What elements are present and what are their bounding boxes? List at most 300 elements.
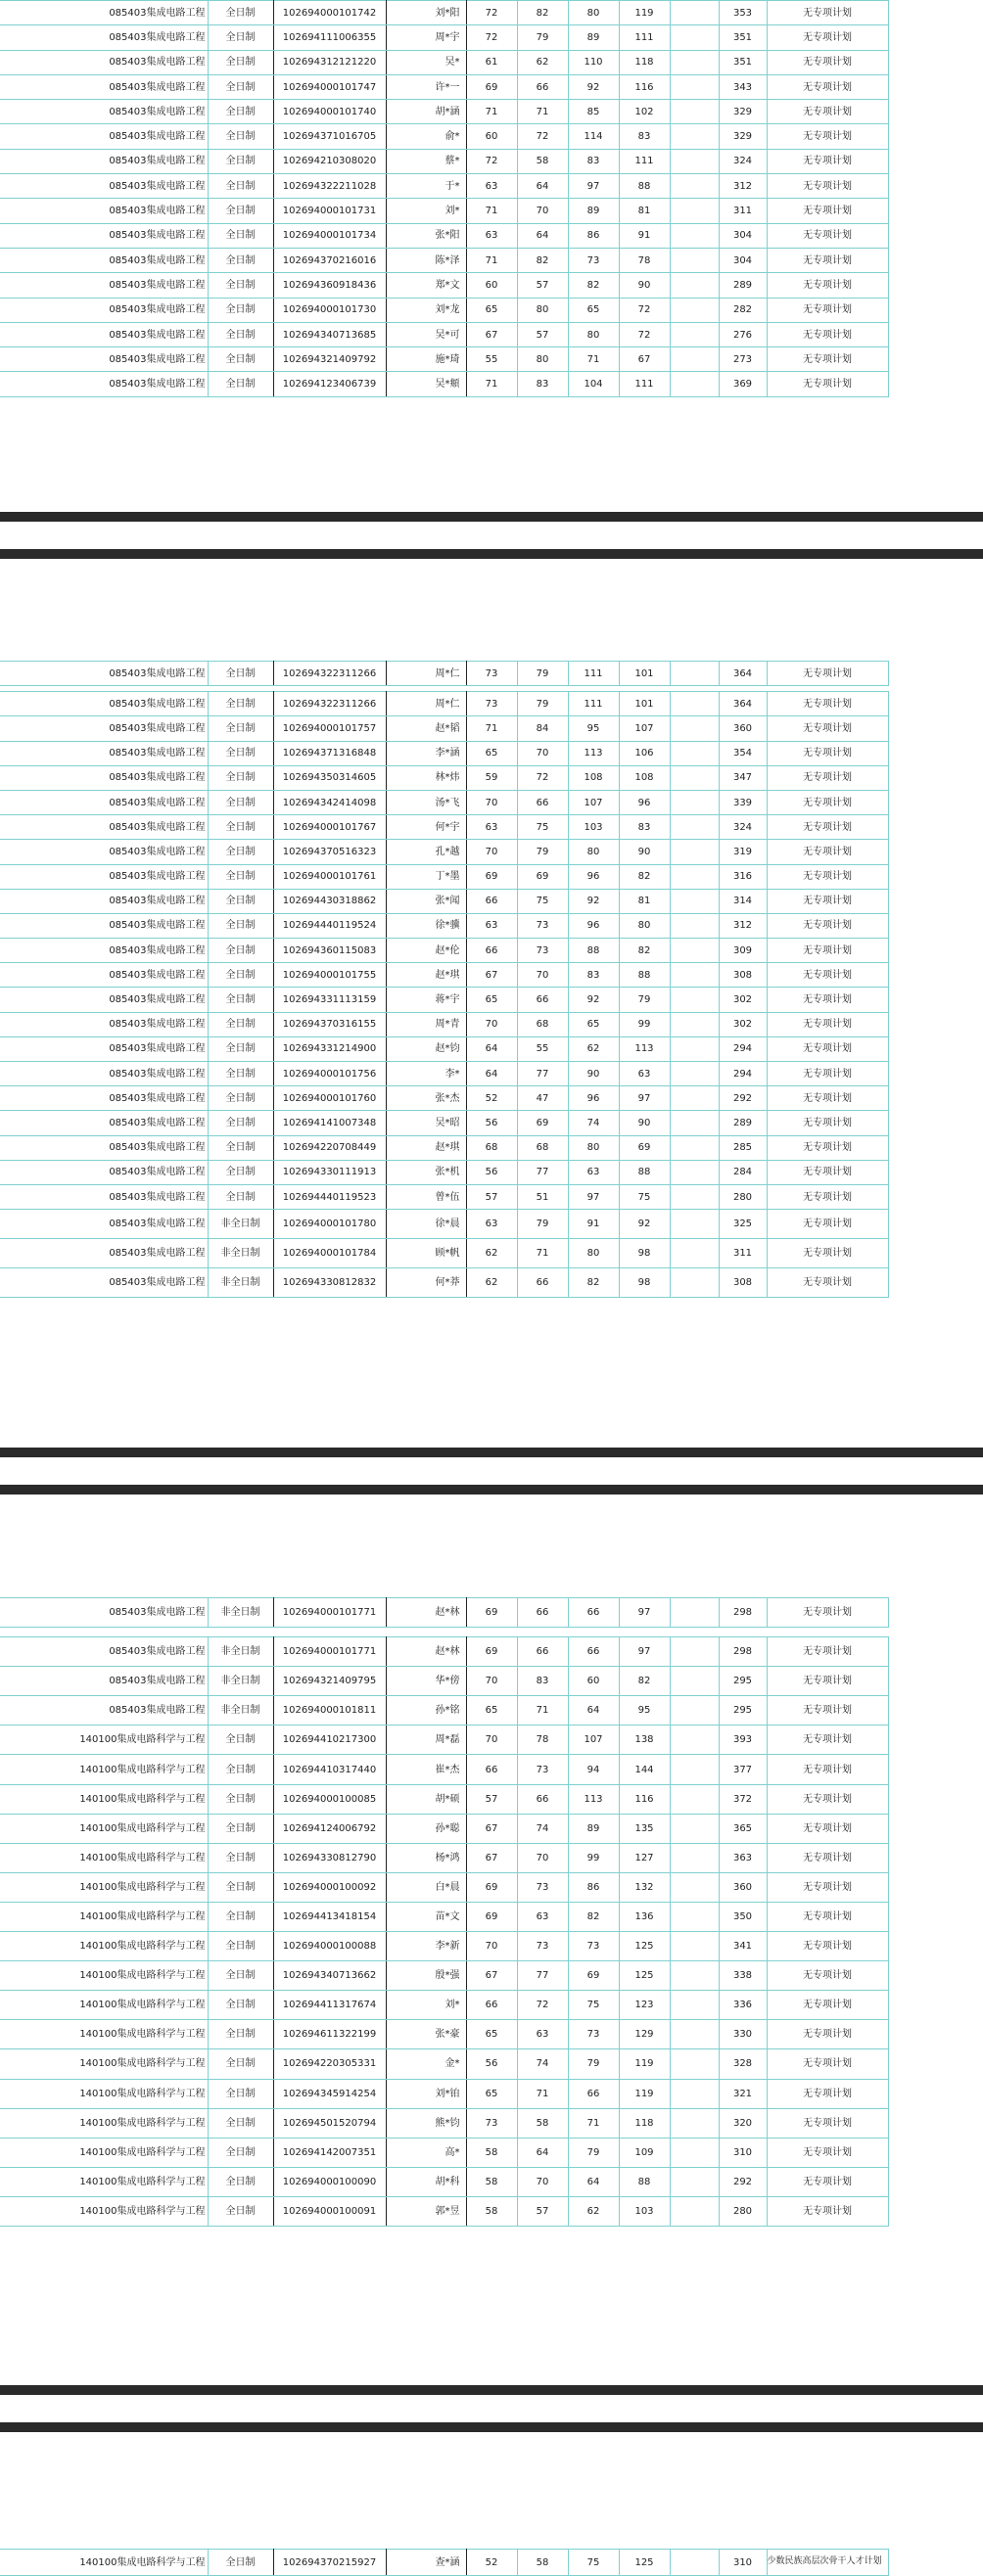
score-3-cell: 82	[568, 1902, 619, 1931]
blank-cell	[670, 963, 719, 988]
program-cell: 085403集成电路工程	[0, 889, 208, 913]
page-divider	[0, 549, 983, 559]
score-2-cell: 58	[517, 149, 568, 173]
name-cell: 施*琦	[386, 347, 466, 372]
program-cell: 085403集成电路工程	[0, 1598, 208, 1628]
plan-cell: 无专项计划	[767, 913, 888, 938]
table-row	[0, 1991, 888, 2020]
total-cell: 316	[719, 864, 767, 889]
score-2-cell: 72	[517, 765, 568, 790]
score-table	[0, 2549, 889, 2576]
score-1-cell: 69	[466, 1902, 517, 1931]
score-3-cell: 66	[568, 1598, 619, 1628]
score-1-cell: 71	[466, 372, 517, 396]
study-mode-cell: 全日制	[208, 124, 273, 149]
score-4-cell: 99	[619, 1012, 670, 1036]
blank-cell	[670, 1062, 719, 1086]
blank-cell	[670, 124, 719, 149]
plan-cell: 无专项计划	[767, 2079, 888, 2108]
plan-cell: 无专项计划	[767, 1184, 888, 1209]
program-cell: 085403集成电路工程	[0, 864, 208, 889]
blank-cell	[670, 2196, 719, 2226]
score-1-cell: 66	[466, 1755, 517, 1784]
name-cell: 周*青	[386, 1012, 466, 1036]
score-2-cell: 84	[517, 716, 568, 741]
score-3-cell: 71	[568, 2108, 619, 2138]
program-cell: 085403集成电路工程	[0, 223, 208, 248]
program-cell: 140100集成电路科学与工程	[0, 2108, 208, 2138]
name-cell: 周*宇	[386, 25, 466, 50]
score-2-cell: 57	[517, 2196, 568, 2226]
study-mode-cell: 全日制	[208, 1012, 273, 1036]
table-row	[0, 864, 888, 889]
name-cell: 俞*	[386, 124, 466, 149]
name-cell: 郑*文	[386, 273, 466, 298]
study-mode-cell: 全日制	[208, 1902, 273, 1931]
score-2-cell: 70	[517, 741, 568, 765]
plan-cell: 无专项计划	[767, 864, 888, 889]
plan-cell: 无专项计划	[767, 662, 888, 686]
score-2-cell: 75	[517, 815, 568, 840]
score-2-cell: 64	[517, 2138, 568, 2167]
study-mode-cell: 全日制	[208, 372, 273, 396]
blank-cell	[670, 1991, 719, 2020]
score-2-cell: 57	[517, 273, 568, 298]
score-1-cell: 70	[466, 790, 517, 814]
study-mode-cell: 全日制	[208, 1814, 273, 1843]
total-cell: 312	[719, 174, 767, 199]
total-cell: 341	[719, 1932, 767, 1961]
blank-cell	[670, 2550, 719, 2576]
blank-cell	[670, 913, 719, 938]
blank-cell	[670, 1932, 719, 1961]
blank-cell	[670, 889, 719, 913]
score-2-cell: 57	[517, 322, 568, 346]
score-4-cell: 88	[619, 174, 670, 199]
exam-id-cell: 102694000101761	[273, 864, 386, 889]
exam-id-cell: 102694370215927	[273, 2550, 386, 2576]
table-row	[0, 1872, 888, 1902]
program-cell: 140100集成电路科学与工程	[0, 1725, 208, 1755]
table-row	[0, 1725, 888, 1755]
table-row	[0, 322, 888, 346]
score-2-cell: 79	[517, 840, 568, 864]
name-cell: 熊*钧	[386, 2108, 466, 2138]
name-cell: 徐*晨	[386, 1210, 466, 1239]
plan-cell: 无专项计划	[767, 1012, 888, 1036]
score-2-cell: 66	[517, 1637, 568, 1667]
blank-cell	[670, 174, 719, 199]
score-4-cell: 72	[619, 322, 670, 346]
name-cell: 刘*阳	[386, 1, 466, 25]
table-row	[0, 840, 888, 864]
program-cell: 085403集成电路工程	[0, 372, 208, 396]
blank-cell	[670, 1135, 719, 1160]
study-mode-cell: 全日制	[208, 913, 273, 938]
total-cell: 354	[719, 741, 767, 765]
exam-id-cell: 102694220305331	[273, 2049, 386, 2079]
score-2-cell: 70	[517, 1843, 568, 1872]
score-1-cell: 65	[466, 741, 517, 765]
name-cell: 张*阳	[386, 223, 466, 248]
score-2-cell: 73	[517, 913, 568, 938]
table-row	[0, 1637, 888, 1667]
plan-cell: 无专项计划	[767, 1755, 888, 1784]
score-4-cell: 82	[619, 1667, 670, 1696]
name-cell: 林*炜	[386, 765, 466, 790]
name-cell: 赵*伦	[386, 939, 466, 963]
score-1-cell: 72	[466, 25, 517, 50]
total-cell: 377	[719, 1755, 767, 1784]
score-4-cell: 82	[619, 864, 670, 889]
study-mode-cell: 全日制	[208, 765, 273, 790]
blank-cell	[670, 1637, 719, 1667]
score-2-cell: 63	[517, 1902, 568, 1931]
score-4-cell: 118	[619, 2108, 670, 2138]
score-4-cell: 125	[619, 2550, 670, 2576]
blank-cell	[670, 1598, 719, 1628]
score-1-cell: 66	[466, 939, 517, 963]
plan-cell: 无专项计划	[767, 25, 888, 50]
plan-cell: 无专项计划	[767, 174, 888, 199]
score-2-cell: 82	[517, 1, 568, 25]
program-cell: 140100集成电路科学与工程	[0, 2049, 208, 2079]
table-row	[0, 50, 888, 74]
table-row	[0, 74, 888, 99]
program-cell: 085403集成电路工程	[0, 662, 208, 686]
score-3-cell: 108	[568, 765, 619, 790]
total-cell: 284	[719, 1160, 767, 1184]
score-3-cell: 86	[568, 1872, 619, 1902]
page-divider	[0, 2422, 983, 2432]
exam-id-cell: 102694370316155	[273, 1012, 386, 1036]
name-cell: 孙*铭	[386, 1696, 466, 1725]
exam-id-cell: 102694411317674	[273, 1991, 386, 2020]
study-mode-cell: 全日制	[208, 1184, 273, 1209]
program-cell: 140100集成电路科学与工程	[0, 1784, 208, 1814]
plan-cell: 无专项计划	[767, 716, 888, 741]
total-cell: 319	[719, 840, 767, 864]
study-mode-cell: 全日制	[208, 1160, 273, 1184]
score-3-cell: 69	[568, 1961, 619, 1991]
score-2-cell: 74	[517, 2049, 568, 2079]
exam-id-cell: 102694413418154	[273, 1902, 386, 1931]
plan-cell: 无专项计划	[767, 50, 888, 74]
exam-id-cell: 102694000101771	[273, 1598, 386, 1628]
study-mode-cell: 全日制	[208, 815, 273, 840]
table-row	[0, 1062, 888, 1086]
score-1-cell: 70	[466, 1012, 517, 1036]
table-row	[0, 1696, 888, 1725]
page-divider	[0, 512, 983, 522]
total-cell: 324	[719, 149, 767, 173]
score-4-cell: 98	[619, 1268, 670, 1298]
table-row	[0, 199, 888, 223]
score-3-cell: 103	[568, 815, 619, 840]
name-cell: 查*涵	[386, 2550, 466, 2576]
table-row	[0, 2550, 888, 2576]
score-1-cell: 66	[466, 1991, 517, 2020]
name-cell: 李*新	[386, 1932, 466, 1961]
table-row	[0, 223, 888, 248]
program-cell: 085403集成电路工程	[0, 1, 208, 25]
program-cell: 140100集成电路科学与工程	[0, 1814, 208, 1843]
study-mode-cell: 全日制	[208, 864, 273, 889]
score-1-cell: 73	[466, 2108, 517, 2138]
exam-id-cell: 102694360918436	[273, 273, 386, 298]
plan-cell: 无专项计划	[767, 1932, 888, 1961]
score-1-cell: 57	[466, 1784, 517, 1814]
total-cell: 312	[719, 913, 767, 938]
study-mode-cell: 非全日制	[208, 1696, 273, 1725]
blank-cell	[670, 347, 719, 372]
table-row	[0, 124, 888, 149]
total-cell: 292	[719, 1086, 767, 1111]
name-cell: 高*	[386, 2138, 466, 2167]
plan-cell: 无专项计划	[767, 1667, 888, 1696]
name-cell: 于*	[386, 174, 466, 199]
score-1-cell: 52	[466, 2550, 517, 2576]
blank-cell	[670, 662, 719, 686]
score-3-cell: 92	[568, 74, 619, 99]
score-1-cell: 55	[466, 347, 517, 372]
plan-cell: 无专项计划	[767, 1, 888, 25]
name-cell: 李*涵	[386, 741, 466, 765]
score-4-cell: 119	[619, 1, 670, 25]
score-4-cell: 103	[619, 2196, 670, 2226]
score-1-cell: 63	[466, 913, 517, 938]
name-cell: 何*宇	[386, 815, 466, 840]
program-cell: 085403集成电路工程	[0, 174, 208, 199]
blank-cell	[670, 988, 719, 1012]
plan-cell: 无专项计划	[767, 1160, 888, 1184]
score-2-cell: 73	[517, 1932, 568, 1961]
total-cell: 365	[719, 1814, 767, 1843]
total-cell: 393	[719, 1725, 767, 1755]
total-cell: 364	[719, 662, 767, 686]
name-cell: 蔡*	[386, 149, 466, 173]
total-cell: 309	[719, 939, 767, 963]
table-row	[0, 692, 888, 716]
table-row	[0, 889, 888, 913]
blank-cell	[670, 74, 719, 99]
score-4-cell: 102	[619, 100, 670, 124]
score-2-cell: 74	[517, 1814, 568, 1843]
program-cell: 140100集成电路科学与工程	[0, 2020, 208, 2049]
blank-cell	[670, 1961, 719, 1991]
plan-cell: 无专项计划	[767, 347, 888, 372]
plan-cell: 无专项计划	[767, 1961, 888, 1991]
plan-cell: 无专项计划	[767, 1135, 888, 1160]
total-cell: 273	[719, 347, 767, 372]
program-cell: 085403集成电路工程	[0, 74, 208, 99]
table-row	[0, 1932, 888, 1961]
blank-cell	[670, 790, 719, 814]
study-mode-cell: 全日制	[208, 963, 273, 988]
score-2-cell: 72	[517, 1991, 568, 2020]
score-1-cell: 61	[466, 50, 517, 74]
program-cell: 085403集成电路工程	[0, 963, 208, 988]
table-row	[0, 1086, 888, 1111]
plan-cell: 无专项计划	[767, 1637, 888, 1667]
score-1-cell: 58	[466, 2167, 517, 2196]
study-mode-cell: 全日制	[208, 1961, 273, 1991]
score-table	[0, 0, 889, 397]
score-2-cell: 79	[517, 662, 568, 686]
program-cell: 085403集成电路工程	[0, 815, 208, 840]
program-cell: 140100集成电路科学与工程	[0, 2196, 208, 2226]
score-1-cell: 70	[466, 1932, 517, 1961]
score-1-cell: 63	[466, 223, 517, 248]
total-cell: 363	[719, 1843, 767, 1872]
table-row	[0, 1667, 888, 1696]
plan-cell: 无专项计划	[767, 149, 888, 173]
score-4-cell: 63	[619, 1062, 670, 1086]
plan-cell: 无专项计划	[767, 692, 888, 716]
exam-id-cell: 102694000101757	[273, 716, 386, 741]
blank-cell	[670, 1725, 719, 1755]
blank-cell	[670, 2049, 719, 2079]
blank-cell	[670, 1784, 719, 1814]
plan-cell: 无专项计划	[767, 1210, 888, 1239]
total-cell: 295	[719, 1667, 767, 1696]
exam-id-cell: 102694345914254	[273, 2079, 386, 2108]
plan-cell: 无专项计划	[767, 2138, 888, 2167]
score-1-cell: 63	[466, 174, 517, 199]
plan-cell: 无专项计划	[767, 124, 888, 149]
total-cell: 280	[719, 2196, 767, 2226]
score-2-cell: 69	[517, 864, 568, 889]
name-cell: 张*杰	[386, 1086, 466, 1111]
blank-cell	[670, 1814, 719, 1843]
plan-cell: 无专项计划	[767, 1725, 888, 1755]
exam-id-cell: 102694123406739	[273, 372, 386, 396]
score-2-cell: 51	[517, 1184, 568, 1209]
score-3-cell: 82	[568, 1268, 619, 1298]
score-2-cell: 71	[517, 1239, 568, 1268]
score-2-cell: 70	[517, 2167, 568, 2196]
score-2-cell: 75	[517, 889, 568, 913]
table-row	[0, 1902, 888, 1931]
score-2-cell: 66	[517, 988, 568, 1012]
name-cell: 赵*林	[386, 1598, 466, 1628]
total-cell: 360	[719, 1872, 767, 1902]
study-mode-cell: 全日制	[208, 2079, 273, 2108]
exam-id-cell: 102694321409795	[273, 1667, 386, 1696]
blank-cell	[670, 298, 719, 322]
score-1-cell: 67	[466, 963, 517, 988]
total-cell: 320	[719, 2108, 767, 2138]
score-1-cell: 60	[466, 124, 517, 149]
score-2-cell: 63	[517, 2020, 568, 2049]
score-4-cell: 97	[619, 1086, 670, 1111]
exam-id-cell: 102694330812832	[273, 1268, 386, 1298]
exam-id-cell: 102694000101771	[273, 1637, 386, 1667]
blank-cell	[670, 1696, 719, 1725]
score-2-cell: 72	[517, 124, 568, 149]
name-cell: 李*	[386, 1062, 466, 1086]
table-row	[0, 1755, 888, 1784]
name-cell: 徐*骥	[386, 913, 466, 938]
program-cell: 085403集成电路工程	[0, 1239, 208, 1268]
program-cell: 085403集成电路工程	[0, 692, 208, 716]
total-cell: 369	[719, 372, 767, 396]
table-row	[0, 298, 888, 322]
score-1-cell: 56	[466, 1111, 517, 1135]
total-cell: 285	[719, 1135, 767, 1160]
blank-cell	[670, 2108, 719, 2138]
score-3-cell: 71	[568, 347, 619, 372]
score-1-cell: 68	[466, 1135, 517, 1160]
score-1-cell: 56	[466, 1160, 517, 1184]
plan-cell: 无专项计划	[767, 322, 888, 346]
score-4-cell: 113	[619, 1036, 670, 1061]
study-mode-cell: 全日制	[208, 741, 273, 765]
total-cell: 364	[719, 692, 767, 716]
score-3-cell: 73	[568, 248, 619, 272]
plan-cell: 无专项计划	[767, 1111, 888, 1135]
exam-id-cell: 102694000101784	[273, 1239, 386, 1268]
score-4-cell: 67	[619, 347, 670, 372]
name-cell: 曾*伍	[386, 1184, 466, 1209]
exam-id-cell: 102694124006792	[273, 1814, 386, 1843]
exam-id-cell: 102694322211028	[273, 174, 386, 199]
plan-cell: 无专项计划	[767, 1902, 888, 1931]
blank-cell	[670, 1239, 719, 1268]
exam-id-cell: 102694331214900	[273, 1036, 386, 1061]
score-2-cell: 70	[517, 963, 568, 988]
total-cell: 289	[719, 1111, 767, 1135]
study-mode-cell: 全日制	[208, 149, 273, 173]
total-cell: 336	[719, 1991, 767, 2020]
score-1-cell: 71	[466, 100, 517, 124]
program-cell: 140100集成电路科学与工程	[0, 1902, 208, 1931]
plan-cell: 无专项计划	[767, 840, 888, 864]
study-mode-cell: 全日制	[208, 840, 273, 864]
name-cell: 刘*铂	[386, 2079, 466, 2108]
plan-cell: 无专项计划	[767, 815, 888, 840]
score-1-cell: 59	[466, 765, 517, 790]
study-mode-cell: 全日制	[208, 248, 273, 272]
score-4-cell: 75	[619, 1184, 670, 1209]
study-mode-cell: 全日制	[208, 100, 273, 124]
score-2-cell: 66	[517, 74, 568, 99]
score-1-cell: 69	[466, 864, 517, 889]
name-cell: 赵*林	[386, 1637, 466, 1667]
score-3-cell: 66	[568, 2079, 619, 2108]
program-cell: 085403集成电路工程	[0, 273, 208, 298]
blank-cell	[670, 149, 719, 173]
score-4-cell: 111	[619, 149, 670, 173]
name-cell: 吴*頫	[386, 372, 466, 396]
score-4-cell: 132	[619, 1872, 670, 1902]
plan-cell: 无专项计划	[767, 248, 888, 272]
table-row	[0, 716, 888, 741]
blank-cell	[670, 273, 719, 298]
total-cell: 330	[719, 2020, 767, 2049]
score-1-cell: 64	[466, 1062, 517, 1086]
score-1-cell: 69	[466, 1598, 517, 1628]
score-3-cell: 89	[568, 199, 619, 223]
total-cell: 311	[719, 1239, 767, 1268]
total-cell: 302	[719, 1012, 767, 1036]
exam-id-cell: 102694000101780	[273, 1210, 386, 1239]
table-row	[0, 1160, 888, 1184]
table-row	[0, 1036, 888, 1061]
table-row	[0, 1784, 888, 1814]
score-4-cell: 88	[619, 1160, 670, 1184]
score-1-cell: 62	[466, 1239, 517, 1268]
